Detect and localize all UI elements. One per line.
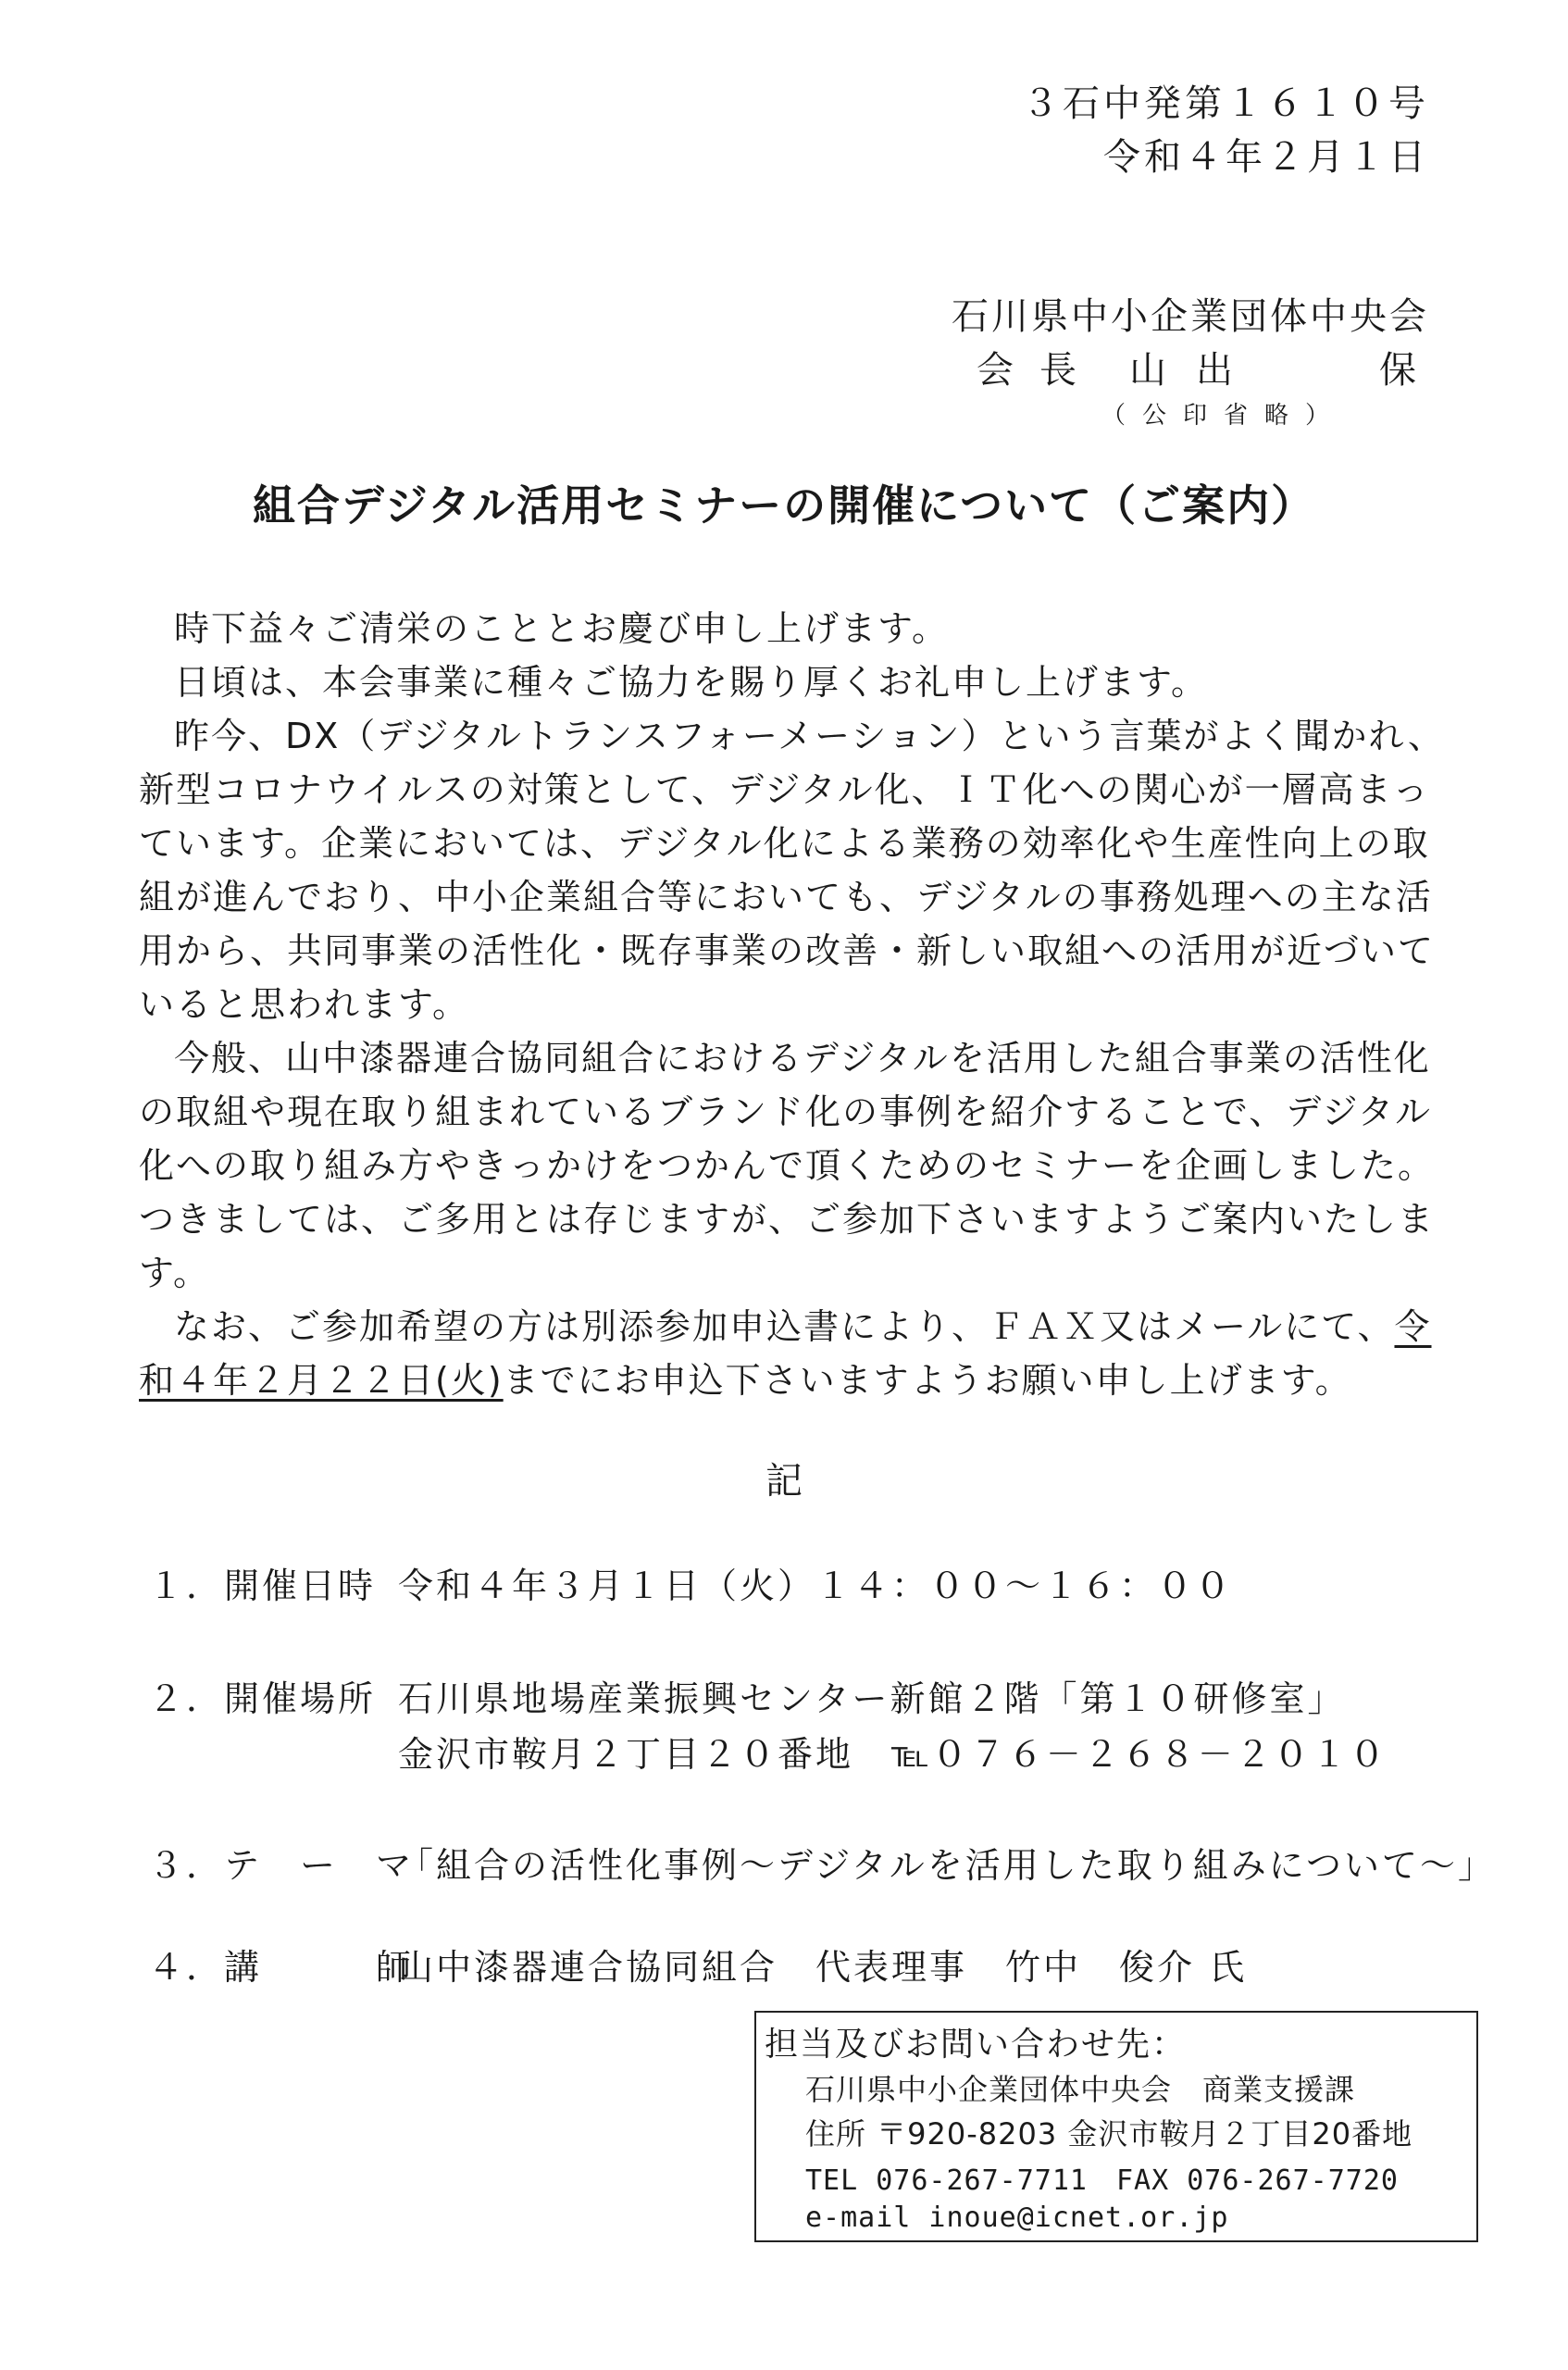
closing-text: なお、ご参加希望の方は別添参加申込書により、ＦＡＸ又はメールにて、 [174,1306,1395,1347]
body-line: の取組や現在取り組まれているブランド化の事例を紹介することで、デジタル [139,1091,1432,1132]
body-line: 組が進んでおり、中小企業組合等においても、デジタルの事務処理への主な活 [139,877,1433,917]
body-line: 時下益々ご清栄のこととお慶び申し上げます。 [174,608,949,649]
closing-text: までにお申込下さいますようお願い申し上げます。 [503,1360,1352,1401]
deadline-text: 和４年２月２２日(火) [139,1360,504,1401]
contact-address: 住所 〒920-8203 金沢市鞍月２丁目20番地 [805,2116,1413,2152]
sender-organization: 石川県中小企業団体中央会 [952,295,1429,338]
deadline-text: 令 [1394,1306,1432,1347]
president-surname: 山出 [1129,349,1263,392]
item-value-theme: 「組合の活性化事例～デジタルを活用した取り組みについて～」 [398,1845,1496,1886]
seal-omitted-note: （公印省略） [1101,402,1347,430]
document-date: 令和４年２月１日 [1103,136,1429,179]
item-label-theme: ３．テ ー マ [148,1845,415,1886]
contact-heading: 担当及びお問い合わせ先： [765,2026,1188,2064]
body-line: 昨今、DX（デジタルトランスフォーメーション）という言葉がよく聞かれ、 [174,716,1445,756]
body-line: 化への取り組み方やきっかけをつかんで頂くためのセミナーを企画しました。 [139,1145,1436,1186]
body-line: 新型コロナウイルスの対策として、デジタル化、ＩＴ化への関心が一層高まっ [139,769,1430,810]
item-value-venue: 石川県地場産業振興センター新館２階「第１０研修室」 [398,1678,1346,1719]
item-value-datetime: 令和４年３月１日（火）１４：００～１６：００ [398,1565,1234,1606]
body-line: 今般、山中漆器連合協同組合におけるデジタルを活用した組合事業の活性化 [174,1038,1431,1079]
item-label-venue: ２．開催場所 [148,1678,377,1719]
closing-line [139,1300,1435,1353]
body-line: 日頃は、本会事業に種々ご協力を賜り厚くお礼申し上げます。 [174,662,1208,703]
letter-body [139,602,1445,1407]
contact-email: e-mail inoue@icnet.or.jp [805,2202,1229,2234]
body-line: つきましては、ご多用とは存じますが、ご参加下さいますようご案内いたしま [139,1199,1436,1240]
body-line: いると思われます。 [139,984,469,1025]
president-title: 会長 [977,349,1102,392]
item-label-datetime: １．開催日時 [148,1565,377,1606]
item-label-lecturer: ４．講 師 [148,1947,415,1988]
body-line: ています。企業においては、デジタル化による業務の効率化や生産性向上の取 [139,823,1430,864]
contact-organization: 石川県中小企業団体中央会 商業支援課 [805,2072,1356,2107]
item-value-venue-address: 金沢市鞍月２丁目２０番地 ℡０７６－２６８－２０１０ [398,1734,1388,1775]
item-value-lecturer: 山中漆器連合協同組合 代表理事 竹中 俊介 氏 [398,1947,1248,1988]
document-number: ３石中発第１６１０号 [1022,82,1429,125]
ki-heading: 記 [765,1460,803,1503]
closing-line [139,1353,1435,1407]
page-title: 組合デジタル活用セミナーの開催について（ご案内） [252,480,1316,530]
body-line: 用から、共同事業の活性化・既存事業の改善・新しい取組への活用が近づいて [139,930,1436,971]
contact-phone: TEL 076-267-7711 FAX 076-267-7720 [805,2164,1399,2197]
president-given-name: 保 [1379,349,1416,392]
body-line: す。 [139,1253,210,1293]
